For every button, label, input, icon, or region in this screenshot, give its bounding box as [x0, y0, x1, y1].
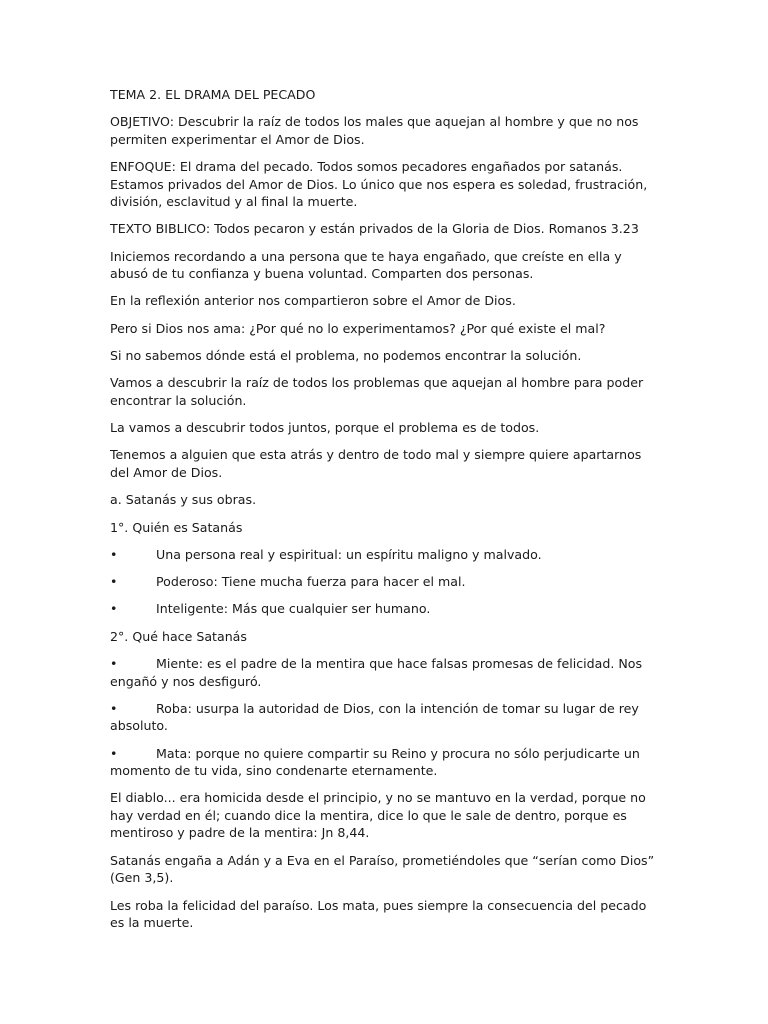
intro-paragraph: Si no sabemos dónde está el problema, no podemos encontrar la solución.: [110, 348, 582, 364]
bullet-item: [110, 745, 658, 780]
section-a-heading: a. Satanás y sus obras.: [110, 492, 257, 508]
bullet-marker: •: [110, 700, 118, 716]
document-body: [110, 86, 658, 941]
bullet-item: [110, 700, 658, 735]
texto-biblico-paragraph: TEXTO BIBLICO: Todos pecaron y están privados de la Gloria de Dios. Romanos 3.23: [110, 221, 639, 237]
closing-paragraph: Les roba la felicidad del paraíso. Los mata, pues siempre la consecuencia del pecado es la muerte.: [110, 897, 647, 931]
bullet-marker: •: [110, 745, 118, 761]
enfoque-paragraph: ENFOQUE: El drama del pecado. Todos somos pecadores engañados por satanás. Estamos privados del Amor de Dios. Lo único que nos espera es soledad, frustración, división, esclavitud y al final la muerte.: [110, 159, 648, 210]
bullet-text: Miente: es el padre de la mentira que hace falsas promesas de felicidad. Nos engañó y nos desfiguró.: [110, 656, 643, 689]
bullet-item: [110, 600, 658, 618]
bullet-text: Poderoso: Tiene mucha fuerza para hacer el mal.: [156, 574, 466, 590]
objetivo-paragraph: OBJETIVO: Descubrir la raíz de todos los males que aquejan al hombre y que no nos permiten experimentar el Amor de Dios.: [110, 114, 639, 147]
bullet-text: Roba: usurpa la autoridad de Dios, con la intención de tomar su lugar de rey absoluto.: [110, 700, 639, 734]
bullet-marker: •: [110, 546, 118, 562]
document-title: TEMA 2. EL DRAMA DEL PECADO: [110, 87, 316, 102]
quien-heading: 1°. Quién es Satanás: [110, 519, 243, 535]
bullet-marker: •: [110, 574, 118, 590]
closing-paragraph: El diablo... era homicida desde el principio, y no se mantuvo en la verdad, porque no hay verdad en él; cuando dice la mentira, dice lo que le sale de dentro, porque es mentiroso y padre de la mentira: Jn 8,44.: [110, 790, 646, 841]
intro-paragraph: Tenemos a alguien que esta atrás y dentro de todo mal y siempre quiere apartarnos del Amor de Dios.: [110, 447, 642, 480]
bullet-marker: •: [110, 601, 118, 617]
intro-paragraph: Iniciemos recordando a una persona que te haya engañado, que creíste en ella y abusó de tu confianza y buena voluntad. Comparten dos personas.: [110, 248, 622, 282]
intro-paragraph: La vamos a descubrir todos juntos, porque el problema es de todos.: [110, 420, 540, 436]
intro-paragraph: Pero si Dios nos ama: ¿Por qué no lo experimentamos? ¿Por qué existe el mal?: [110, 320, 606, 336]
que-heading: 2°. Qué hace Satanás: [110, 628, 247, 644]
bullet-text: Mata: porque no quiere compartir su Reino y procura no sólo perjudicarte un momento de tu vida, sino condenarte eternamente.: [110, 745, 640, 779]
bullet-item: [110, 573, 658, 591]
bullet-text: Una persona real y espiritual: un espíritu maligno y malvado.: [156, 546, 542, 562]
closing-paragraph: Satanás engaña a Adán y a Eva en el Paraíso, prometiéndoles que “serían como Dios” (Gen 3,5).: [110, 852, 655, 886]
bullet-text: Inteligente: Más que cualquier ser humano.: [156, 601, 431, 617]
intro-paragraph: Vamos a descubrir la raíz de todos los problemas que aquejan al hombre para poder encontrar la solución.: [110, 375, 644, 408]
bullet-item: [110, 546, 658, 564]
intro-paragraph: En la reflexión anterior nos compartieron sobre el Amor de Dios.: [110, 293, 516, 309]
bullet-marker: •: [110, 656, 118, 672]
bullet-item: [110, 655, 658, 690]
